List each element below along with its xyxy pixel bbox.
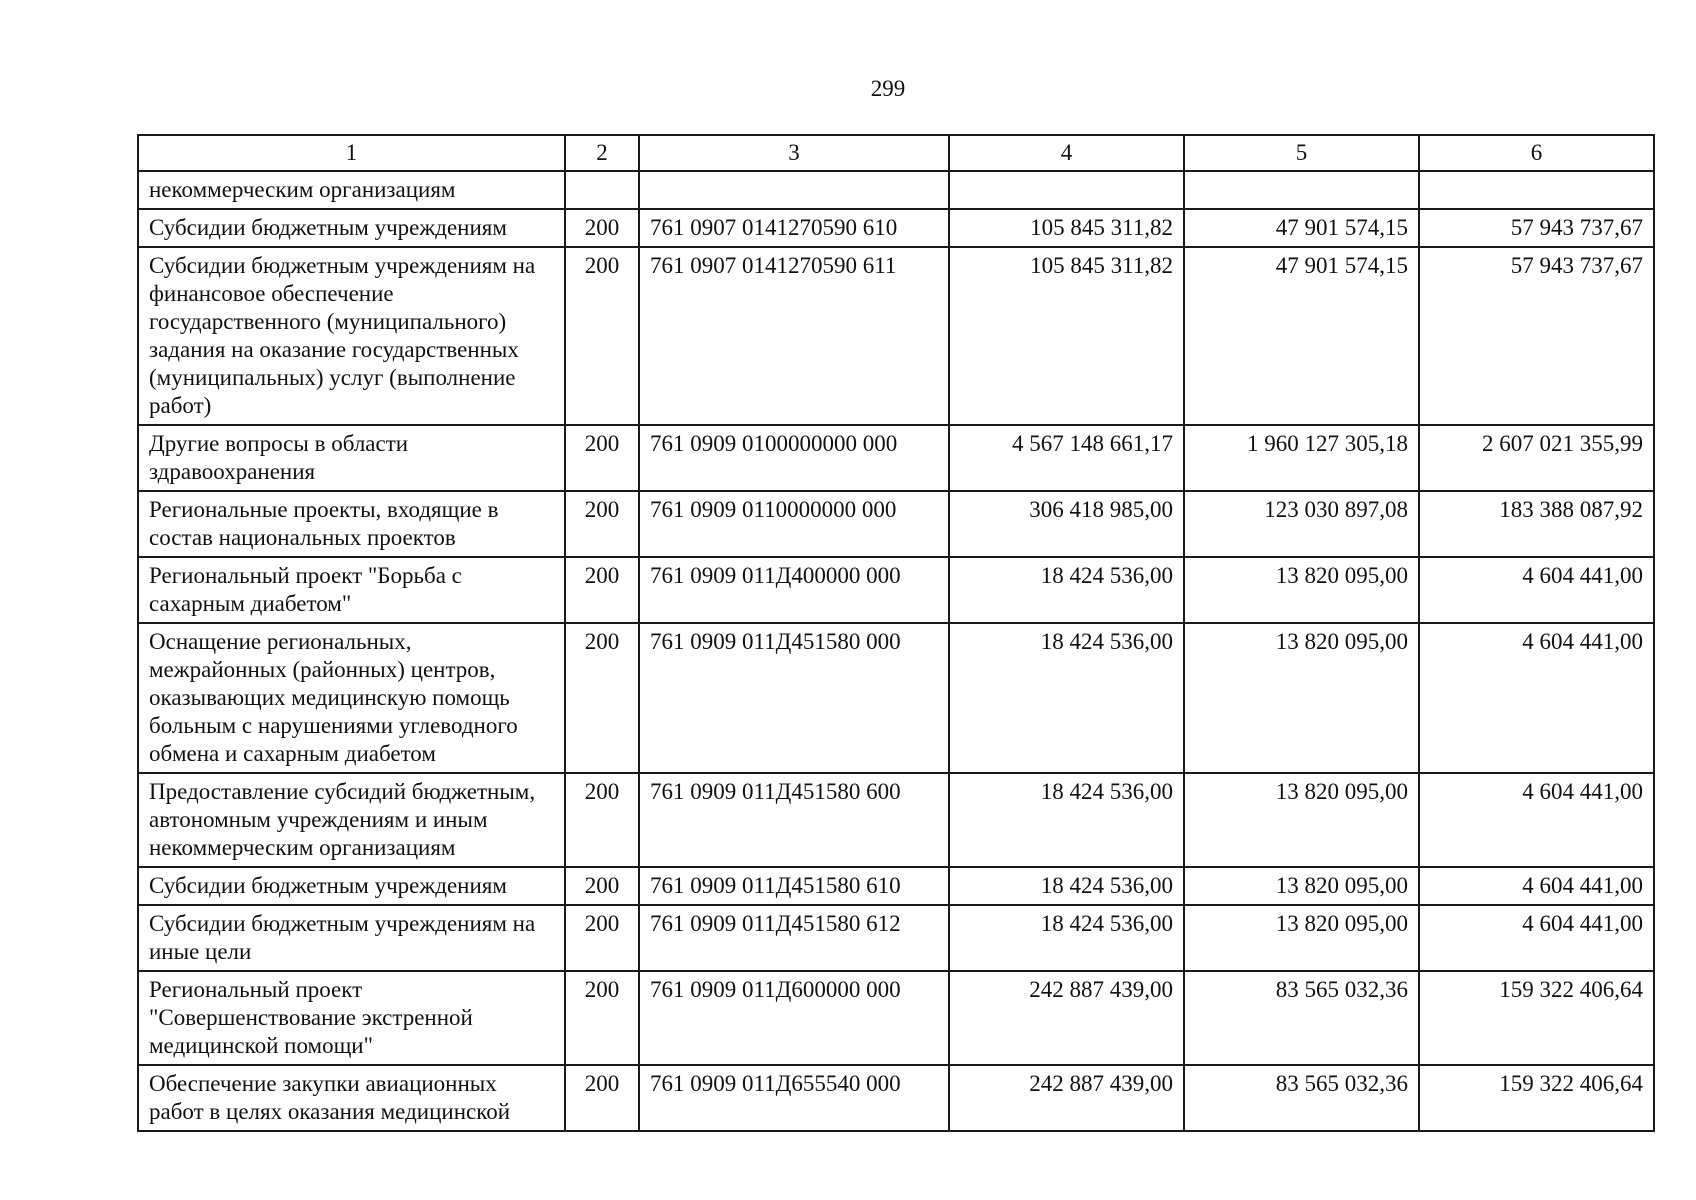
table-row <box>138 425 1654 491</box>
row-classification-code-cell: 761 0909 0110000000 000 <box>639 491 949 557</box>
row-column-5-value: 47 901 574,15 <box>1184 209 1419 247</box>
row-code-cell: 200 <box>565 491 639 557</box>
row-name-cell: Оснащение региональных, межрайонных (районных) центров, оказывающих медицинскую помощь больным с нарушениями углеводного обмена и сахарным диабетом <box>138 623 565 773</box>
row-classification-code-cell: 761 0909 011Д600000 000 <box>639 971 949 1065</box>
row-classification-code-cell: 761 0909 0100000000 000 <box>639 425 949 491</box>
row-column-4-value: 18 424 536,00 <box>949 905 1184 971</box>
row-classification-code-cell: 761 0909 011Д451580 612 <box>639 905 949 971</box>
row-name-cell: Региональный проект "Совершенствование экстренной медицинской помощи" <box>138 971 565 1065</box>
table-row <box>138 905 1654 971</box>
row-code-cell: 200 <box>565 773 639 867</box>
row-name-cell: некоммерческим организациям <box>138 171 565 209</box>
column-number-row <box>138 135 1654 171</box>
row-code-cell: 200 <box>565 425 639 491</box>
row-name-cell: Субсидии бюджетным учреждениям <box>138 867 565 905</box>
row-column-5-value: 13 820 095,00 <box>1184 773 1419 867</box>
row-name-cell: Субсидии бюджетным учреждениям на финансовое обеспечение государственного (муниципального) задания на оказание государственных (муниципальных) услуг (выполнение работ) <box>138 247 565 425</box>
row-column-4-value: 105 845 311,82 <box>949 247 1184 425</box>
row-code-cell: 200 <box>565 1065 639 1131</box>
row-column-5-value: 1 960 127 305,18 <box>1184 425 1419 491</box>
row-name-cell: Предоставление субсидий бюджетным, автономным учреждениям и иным некоммерческим организациям <box>138 773 565 867</box>
row-name-cell: Региональные проекты, входящие в состав национальных проектов <box>138 491 565 557</box>
table-row <box>138 209 1654 247</box>
row-code-cell: 200 <box>565 971 639 1065</box>
row-code-cell: 200 <box>565 557 639 623</box>
row-code-cell <box>565 171 639 209</box>
row-code-cell: 200 <box>565 867 639 905</box>
row-column-4-value: 242 887 439,00 <box>949 1065 1184 1131</box>
row-column-4-value <box>949 171 1184 209</box>
row-column-6-value: 4 604 441,00 <box>1419 867 1654 905</box>
row-column-4-value: 105 845 311,82 <box>949 209 1184 247</box>
table-row <box>138 1065 1654 1131</box>
row-column-6-value: 4 604 441,00 <box>1419 557 1654 623</box>
row-classification-code-cell: 761 0909 011Д655540 000 <box>639 1065 949 1131</box>
row-code-cell: 200 <box>565 905 639 971</box>
row-column-4-value: 4 567 148 661,17 <box>949 425 1184 491</box>
row-classification-code-cell: 761 0909 011Д451580 000 <box>639 623 949 773</box>
row-name-cell: Субсидии бюджетным учреждениям на иные цели <box>138 905 565 971</box>
row-column-5-value: 83 565 032,36 <box>1184 1065 1419 1131</box>
row-name-cell: Региональный проект "Борьба с сахарным диабетом" <box>138 557 565 623</box>
row-column-6-value: 4 604 441,00 <box>1419 773 1654 867</box>
row-column-5-value: 13 820 095,00 <box>1184 557 1419 623</box>
row-column-4-value: 242 887 439,00 <box>949 971 1184 1065</box>
row-code-cell: 200 <box>565 623 639 773</box>
row-column-6-value: 183 388 087,92 <box>1419 491 1654 557</box>
row-column-6-value: 159 322 406,64 <box>1419 971 1654 1065</box>
row-column-6-value: 159 322 406,64 <box>1419 1065 1654 1131</box>
table-row <box>138 491 1654 557</box>
row-classification-code-cell <box>639 171 949 209</box>
row-column-5-value: 123 030 897,08 <box>1184 491 1419 557</box>
row-code-cell: 200 <box>565 247 639 425</box>
page-number: 299 <box>870 76 906 101</box>
row-classification-code-cell: 761 0909 011Д451580 600 <box>639 773 949 867</box>
row-name-cell: Субсидии бюджетным учреждениям <box>138 209 565 247</box>
row-column-5-value: 13 820 095,00 <box>1184 905 1419 971</box>
row-column-4-value: 18 424 536,00 <box>949 773 1184 867</box>
row-column-6-value: 57 943 737,67 <box>1419 247 1654 425</box>
row-column-5-value: 13 820 095,00 <box>1184 867 1419 905</box>
table-body <box>138 171 1654 1131</box>
column-header: 5 <box>1184 135 1419 171</box>
row-column-4-value: 18 424 536,00 <box>949 867 1184 905</box>
table-row <box>138 773 1654 867</box>
row-code-cell: 200 <box>565 209 639 247</box>
table-row <box>138 971 1654 1065</box>
column-header: 6 <box>1419 135 1654 171</box>
table-row <box>138 247 1654 425</box>
row-column-5-value <box>1184 171 1419 209</box>
table-header <box>138 135 1654 171</box>
column-header: 2 <box>565 135 639 171</box>
row-column-4-value: 18 424 536,00 <box>949 557 1184 623</box>
row-column-6-value: 2 607 021 355,99 <box>1419 425 1654 491</box>
row-column-6-value: 57 943 737,67 <box>1419 209 1654 247</box>
row-column-5-value: 47 901 574,15 <box>1184 247 1419 425</box>
row-column-4-value: 18 424 536,00 <box>949 623 1184 773</box>
column-header: 1 <box>138 135 565 171</box>
row-name-cell: Обеспечение закупки авиационных работ в целях оказания медицинской <box>138 1065 565 1131</box>
row-column-6-value: 4 604 441,00 <box>1419 623 1654 773</box>
column-header: 4 <box>949 135 1184 171</box>
row-column-4-value: 306 418 985,00 <box>949 491 1184 557</box>
table-row <box>138 557 1654 623</box>
table-row <box>138 623 1654 773</box>
row-classification-code-cell: 761 0909 011Д451580 610 <box>639 867 949 905</box>
budget-table <box>137 134 1655 1132</box>
row-column-6-value: 4 604 441,00 <box>1419 905 1654 971</box>
row-column-5-value: 83 565 032,36 <box>1184 971 1419 1065</box>
row-column-6-value <box>1419 171 1654 209</box>
table-row <box>138 867 1654 905</box>
row-classification-code-cell: 761 0907 0141270590 610 <box>639 209 949 247</box>
column-header: 3 <box>639 135 949 171</box>
row-column-5-value: 13 820 095,00 <box>1184 623 1419 773</box>
table-row <box>138 171 1654 209</box>
row-name-cell: Другие вопросы в области здравоохранения <box>138 425 565 491</box>
row-classification-code-cell: 761 0909 011Д400000 000 <box>639 557 949 623</box>
row-classification-code-cell: 761 0907 0141270590 611 <box>639 247 949 425</box>
